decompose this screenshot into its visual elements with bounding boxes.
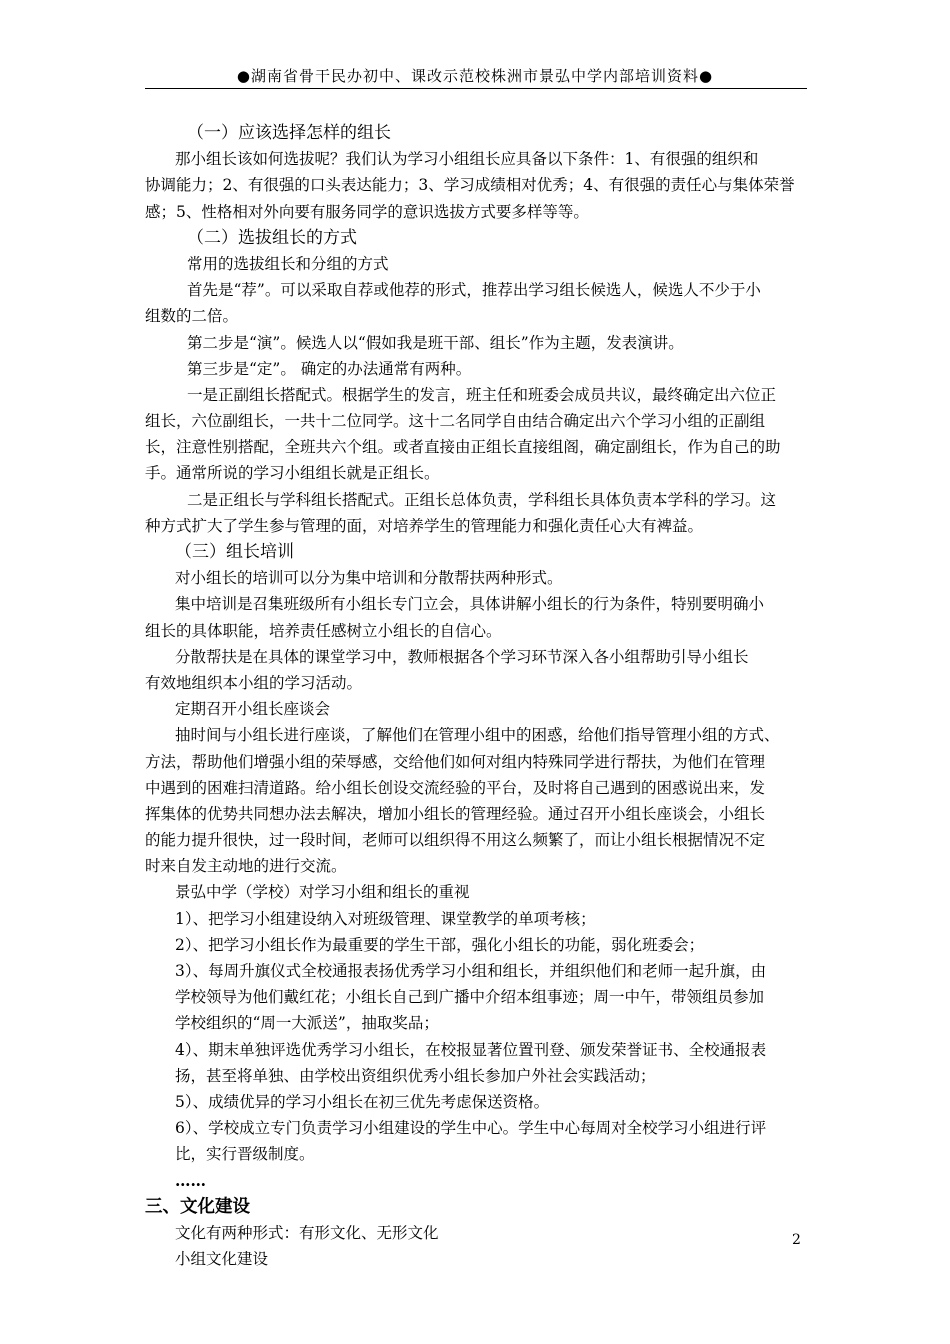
text-line: 1）、把学习小组建设纳入对班级管理、课堂教学的单项考核；	[175, 909, 596, 928]
text-line: 的能力提升很快，过一段时间，老师可以组织得不用这么频繁了，而让小组长根据情况不定	[145, 831, 766, 850]
text-line: 学校领导为他们戴红花；小组长自己到广播中介绍本组事迹；周一中午，带领组员参加	[175, 988, 765, 1007]
text-line: 6）、学校成立专门负责学习小组建设的学生中心。学生中心每周对全校学习小组进行评	[175, 1119, 767, 1138]
text-line: 时来自发主动地的进行交流。	[145, 857, 347, 876]
text-line: 5）、成绩优异的学习小组长在初三优先考虑保送资格。	[175, 1092, 550, 1111]
section-heading: （三）组长培训	[175, 542, 294, 562]
text-line: 常用的选拔组长和分组的方式	[187, 254, 389, 273]
text-line: 4）、期末单独评选优秀学习小组长，在校报显著位置刊登、颁发荣誉证书、全校通报表	[175, 1040, 767, 1059]
text-line: 对小组长的培训可以分为集中培训和分散帮扶两种形式。	[175, 569, 563, 588]
text-line: 景弘中学（学校）对学习小组和组长的重视	[175, 883, 470, 902]
text-line: 协调能力；2、有很强的口头表达能力；3、学习成绩相对优秀；4、有很强的责任心与集体荣誉	[145, 176, 795, 195]
text-line: 抽时间与小组长进行座谈，了解他们在管理小组中的困惑，给他们指导管理小组的方式、	[175, 726, 780, 745]
text-line: 感；5、性格相对外向要有服务同学的意识选拔方式要多样等等。	[145, 202, 589, 221]
text-line: 长，注意性别搭配，全班共六个组。或者直接由正组长直接组阁，确定副组长，作为自己的助	[145, 438, 781, 457]
header-divider	[145, 88, 807, 89]
text-line: 学校组织的“周一大派送”，抽取奖品；	[175, 1014, 439, 1033]
text-line: 挥集体的优势共同想办法去解决，增加小组长的管理经验。通过召开小组长座谈会，小组长	[145, 804, 766, 823]
major-heading: 三、文化建设	[145, 1196, 250, 1217]
text-line: 集中培训是召集班级所有小组长专门立会，具体讲解小组长的行为条件，特别要明确小	[175, 595, 765, 614]
document-body	[145, 120, 807, 1272]
section-heading: （二）选拔组长的方式	[187, 227, 357, 248]
text-line: 扬，甚至将单独、由学校出资组织优秀小组长参加户外社会实践活动；	[175, 1066, 656, 1085]
text-line: 有效地组织本小组的学习活动。	[145, 673, 363, 692]
text-line: 分散帮扶是在具体的课堂学习中，教师根据各个学习环节深入各小组帮助引导小组长	[175, 647, 749, 666]
text-line: 定期召开小组长座谈会	[175, 700, 331, 719]
text-line: 3）、每周升旗仪式全校通报表扬优秀学习小组和组长，并组织他们和老师一起升旗，由	[175, 962, 767, 980]
text-line: 2）、把学习小组长作为最重要的学生干部，强化小组长的功能，弱化班委会；	[175, 935, 705, 954]
text-line: 一是正副组长搭配式。根据学生的发言，班主任和班委会成员共议，最终确定出六位正	[187, 385, 777, 404]
text-line: 首先是“荐”。可以采取自荐或他荐的形式，推荐出学习组长候选人，候选人不少于小	[187, 281, 761, 300]
text-line: 种方式扩大了学生参与管理的面，对培养学生的管理能力和强化责任心大有裨益。	[145, 516, 704, 535]
text-line: 手。通常所说的学习小组组长就是正组长。	[145, 464, 440, 483]
text-line: 组长的具体职能，培养责任感树立小组长的自信心。	[145, 621, 502, 640]
text-line: 比，实行晋级制度。	[175, 1145, 315, 1164]
page-header: ●湖南省骨干民办初中、课改示范校株洲市景弘中学内部培训资料●	[236, 67, 714, 85]
text-line: 方法，帮助他们增强小组的荣辱感，交给他们如何对组内特殊同学进行帮扶，为他们在管理	[145, 752, 766, 771]
text-line: 小组文化建设	[175, 1250, 269, 1269]
text-line: 组长，六位副组长，一共十二位同学。这十二名同学自由结合确定出六个学习小组的正副组	[145, 412, 766, 431]
text-line: 第二步是“演”。候选人以“假如我是班干部、组长”作为主题，发表演讲。	[187, 333, 684, 352]
section-heading: （一）应该选择怎样的组长	[187, 123, 391, 143]
text-line: 组数的二倍。	[145, 307, 239, 326]
page-number: 2	[792, 1232, 801, 1248]
text-line: 中遇到的困难扫清道路。给小组长创设交流经验的平台，及时将自己遇到的困惑说出来，发	[145, 778, 766, 797]
text-line: 第三步是“定”。 确定的办法通常有两种。	[187, 359, 472, 378]
text-line: 二是正组长与学科组长搭配式。正组长总体负责，学科组长具体负责本学科的学习。这	[187, 490, 777, 509]
text-line: 那小组长该如何选拔呢？我们认为学习小组组长应具备以下条件：1、有很强的组织和	[175, 150, 759, 169]
text-line: 文化有两种形式：有形文化、无形文化	[175, 1223, 439, 1242]
text-line: ……	[175, 1170, 206, 1190]
